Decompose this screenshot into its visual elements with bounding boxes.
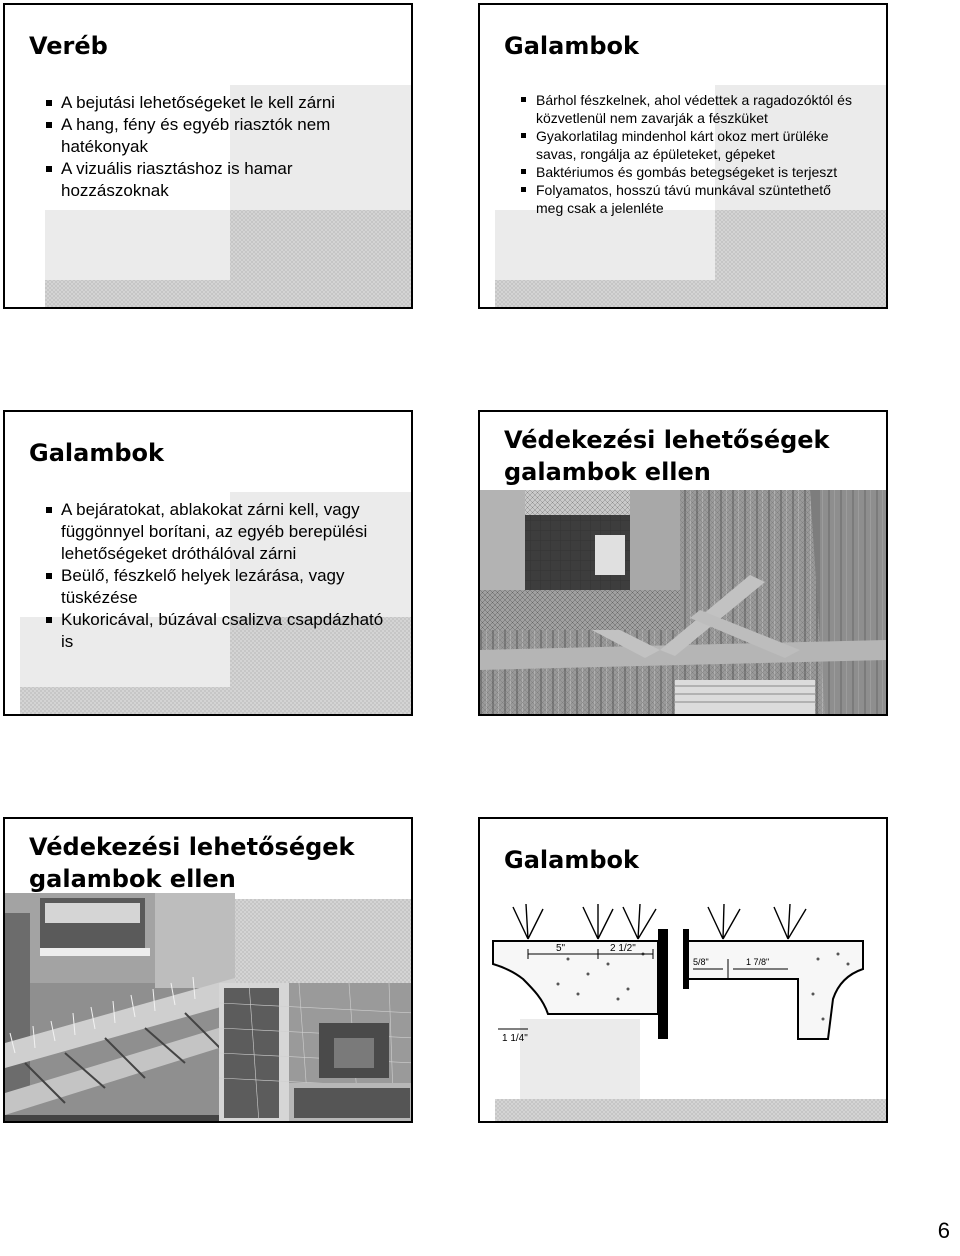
spike-building-photo-image [5, 893, 235, 1123]
balcony-net-photo-image [219, 983, 413, 1123]
bullet-item: Kukoricával, búzával csalizva csapdázható is [43, 609, 393, 653]
bullet-item: Folyamatos, hosszú távú munkával szüntethető meg csak a jelenléte [518, 181, 853, 217]
dimension-label: 5" [556, 943, 566, 954]
bullet-item: Bárhol fészkelnek, ahol védettek a ragadozóktól és közvetlenül nem zavarják a fészküket [518, 91, 853, 127]
slide-title [29, 831, 355, 895]
slide-title: Veréb [29, 32, 108, 60]
bullet-list [518, 91, 853, 217]
bullet-item: Beülő, fészkelő helyek lezárása, vagy tüskézése [43, 565, 393, 609]
slide-title: Galambok [29, 439, 164, 467]
spike-ledge-diagram [488, 899, 872, 1049]
bullet-item: Baktériumos és gombás betegségeket is terjeszt [518, 163, 853, 181]
slide-title: Galambok [504, 32, 639, 60]
bullet-item: A bejáratokat, ablakokat zárni kell, vagy függönnyel borítani, az egyéb berepülési lehetőségeket dróthálóval zárni [43, 499, 393, 565]
balcony-net-photo [219, 983, 413, 1123]
dimension-label: 5/8" [693, 957, 709, 967]
pigeon-net-photo-image [480, 490, 886, 714]
slide-title [504, 424, 830, 488]
dimension-label: 1 7/8" [746, 957, 770, 967]
spike-ledge-diagram-image [488, 899, 872, 1049]
spike-building-photo [5, 893, 235, 1123]
slide-title-line: Védekezési lehetőségek [504, 426, 830, 454]
slide-title: Galambok [504, 846, 639, 874]
slide-background-pattern [495, 210, 715, 280]
bullet-list [43, 499, 393, 653]
slide-galambok-2 [3, 410, 413, 716]
dimension-label: 1 1/4" [502, 1033, 528, 1044]
slide-vedekezes-1 [478, 410, 888, 716]
slide-galambok-1 [478, 3, 888, 309]
bullet-list [43, 92, 383, 202]
bullet-item: Gyakorlatilag mindenhol kárt okoz mert ürüléke savas, rongálja az épületeket, gépeket [518, 127, 853, 163]
bullet-item: A bejutási lehetőségeket le kell zárni [43, 92, 383, 114]
slide-title-line: Védekezési lehetőségek [29, 833, 355, 861]
slide-galambok-3 [478, 817, 888, 1123]
slide-verebek [3, 3, 413, 309]
bullet-item: A vizuális riasztáshoz is hamar hozzászoknak [43, 158, 383, 202]
pigeon-net-photo [480, 490, 886, 714]
dimension-label: 2 1/2" [610, 943, 636, 954]
bullet-item: A hang, fény és egyéb riasztók nem hatékonyak [43, 114, 383, 158]
slide-vedekezes-2 [3, 817, 413, 1123]
slide-title-line: galambok ellen [29, 865, 236, 893]
slide-title-line: galambok ellen [504, 458, 711, 486]
slide-background-pattern [45, 210, 230, 280]
page-number: 6 [937, 1218, 950, 1243]
